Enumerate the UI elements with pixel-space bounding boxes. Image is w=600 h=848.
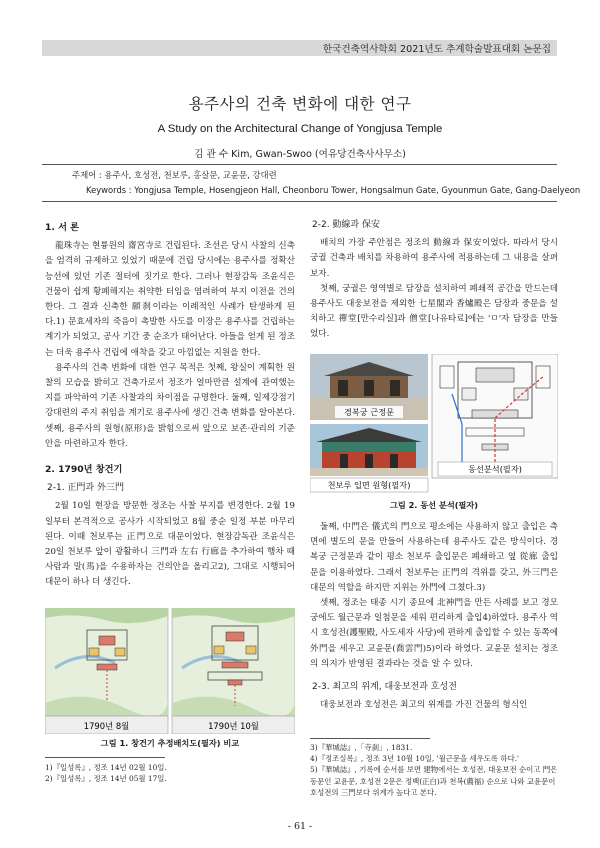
paper-title-en: A Study on the Architectural Change of Yongjusa Temple [157, 123, 443, 135]
photo-cheonboru-elevation [310, 424, 428, 492]
footnotes-right [310, 742, 558, 798]
paragraph: 용주사의 건축 변화에 대한 연구 목적은 첫째, 왕실이 계획한 원찰의 모습을 밝히고 건축가로서 정조가 얼마만큼 설계에 관여했는지를 파악하여 기존 사찰과의 차이점을 규명한다. 둘째, 일제강점기 강대련의 주지 취임을 계기로 용주사에 생긴 건축 변화를 알아본다. 셋째, 용주사의 원형(原形)을 밝힘으로써 앞으로 보존·관리의 기준안을 마련하고자 한다. [45, 362, 295, 449]
paragraph: 대웅보전과 호성전은 최고의 위계를 가진 건물의 형식인 [320, 700, 528, 711]
fig1-right-label: 1790년 10월 [208, 721, 259, 731]
page-number: - 61 - [287, 821, 313, 832]
journal-header-text: 한국건축역사학회 2021년도 추계학술발표대회 논문집 [322, 44, 551, 55]
figure-2-circulation [310, 354, 558, 494]
section-2-heading: 2. 1790년 창건기 [45, 464, 123, 476]
keywords-box [42, 164, 581, 202]
circulation-diagram [432, 354, 558, 478]
figure-2-caption: 그림 2. 동선 분석(필자) [389, 500, 479, 510]
paragraph: 2월 10일 현장을 방문한 정조는 사찰 부지를 변경한다. 2월 19일부터 본격적으로 공사가 시작되었고 8월 중순 일정 부분 마무리된다. 이때 천보루는 正門으로 대문이었다. 현장감독관 조윤식은 20일 천보루 앞이 광활하니 三門과 左右 行廊을 추가하여 행차 때 사람과 말(馬)을 수용하자는 건의안을 올리고2), 그대로 시행되어 대문이 하나 더 생긴다. [45, 501, 295, 588]
journal-header [42, 40, 557, 56]
footnote: 4)『정조실록』, 정조 3년 10월 10일, '월근문을 세우도록 하다.' [310, 754, 520, 764]
paragraph: 셋째, 정조는 태종 시기 종묘에 北神門을 만든 사례를 보고 경모궁에도 월근문과 일첨문을 세워 편리하게 출입4)하였다. 용주사 역시 호성전(護聖殿, 사도세자 사당)에 편하게 출입할 수 있는 동쪽에 外門을 세우고 교윤문(喬雲門)5)이라 하였다. 교윤문 설치는 정조의 의지가 반영된 결과라는 것을 알 수 있다. [310, 598, 559, 669]
subsection-2-2-heading: 2-2. 動線과 保安 [312, 220, 380, 230]
footnote: 5)『華城誌』, 기록에 순서를 보면 建物에서는 호성전, 대웅보전 순이고 門은 동문인 교윤문, 호성전 2문은 정백(正白)과 천복(薦福) 순으로 나와 교윤문이 호성전의 三門보다 위계가 높다고 본다. [310, 765, 558, 797]
paragraph: 둘째, 中門은 儀式의 門으로 평소에는 사용하지 않고 출입은 측면에 별도의 문을 만들어 사용하는데 용주사도 같은 방식이다. 경복궁 근정문과 같이 평소 천보루 출입문은 폐쇄하고 옆 從廊 출입문을 이용하였다. 그래서 천보루는 正門의 격위를 갖고, 外三門은 대문의 역할을 하지만 지위는 外門에 그쳤다.3) [310, 522, 558, 593]
keywords-en: Keywords : Yongjusa Temple, Hosengjeon Hall, Cheonboru Tower, Hongsalmun Gate, Gyounmun Gate, Gang-Daelyeon [86, 185, 581, 195]
photo2-label: 천보루 입면 원형(필자) [327, 480, 411, 490]
paragraph: 배치의 가장 주안점은 정조의 動線과 保安이었다. 따라서 당시 궁궐 건축과 배치를 차용하여 용주사에 적용하는데 그 내용을 살펴보자. [310, 238, 558, 279]
section-1-heading: 1. 서 론 [45, 222, 80, 233]
figure-1-caption: 그림 1. 창건기 추정배치도(필자) 비교 [100, 738, 240, 748]
footnote-rule [310, 738, 430, 739]
left-column [45, 214, 295, 591]
right-column-top [310, 214, 558, 343]
footnote: 3)『華城誌』,「寺刹」, 1831. [310, 743, 413, 752]
diagram-label: 동선분석(필자) [468, 464, 522, 474]
footnotes-left [45, 762, 295, 784]
site-plan-aug-1790 [45, 608, 168, 734]
subsection-2-1-heading: 2-1. 正門과 外三門 [47, 483, 124, 494]
photo1-label: 경복궁 근정문 [343, 407, 395, 417]
right-column-bottom [310, 520, 558, 713]
site-plan-oct-1790 [172, 608, 295, 734]
paper-title: 용주사의 건축 변화에 대한 연구 [188, 95, 412, 113]
author-line: 김 관 수 Kim, Gwan-Swoo (여유당건축사사무소) [194, 149, 406, 160]
footnote: 2)『일성록』, 정조 14년 05월 17일. [45, 774, 167, 784]
footnote: 1)『일성록』, 정조 14년 02월 10일. [45, 763, 167, 772]
paragraph: 龍珠寺는 현륭원의 齋宮寺로 건립된다. 조선은 당시 사찰의 신축을 엄격히 규제하고 있었기 때문에 건립 당시에는 용주사를 정확산 능선에 있던 기존 절터에 짓기로 한다. 그러나 현장감독 조윤식은 건물이 쉽게 황폐해지는 취약한 터임을 염려하여 부지 이전을 건의한다. 그 결과 신축한 願刹이라는 이례적인 사례가 탄생하게 된다.1) 문효세자의 죽음이 촉발한 사도를 이장은 용주사를 건립하는 계기가 되었고, 공사 기간 중 순조가 태어난다. 아들을 얻게 된 정조는 더욱 용주사 건립에 애착을 갖고 아낌없는 지원을 한다. [45, 241, 295, 358]
photo-geunjeongmun [310, 354, 428, 420]
keywords-ko: 주제어 : 용주사, 호성전, 천보루, 홍살문, 교윤문, 강대련 [72, 170, 277, 180]
paragraph: 첫째, 궁궐은 영역별로 담장을 설치하여 폐쇄적 공간을 만드는데 용주사도 대웅보전을 제외한 七星閣과 香爐殿은 담장과 중문을 설치하고 禪堂[만수리실]과 僧堂[나유타료]에는 'ㅁ'자 담장을 만들었다. [310, 283, 558, 340]
fig1-left-label: 1790년 8월 [83, 721, 130, 731]
footnote-rule [45, 757, 165, 758]
subsection-2-3-heading: 2-3. 최고의 위계, 대웅보전과 호성전 [312, 682, 457, 693]
figure-1-site-plans [45, 608, 295, 734]
